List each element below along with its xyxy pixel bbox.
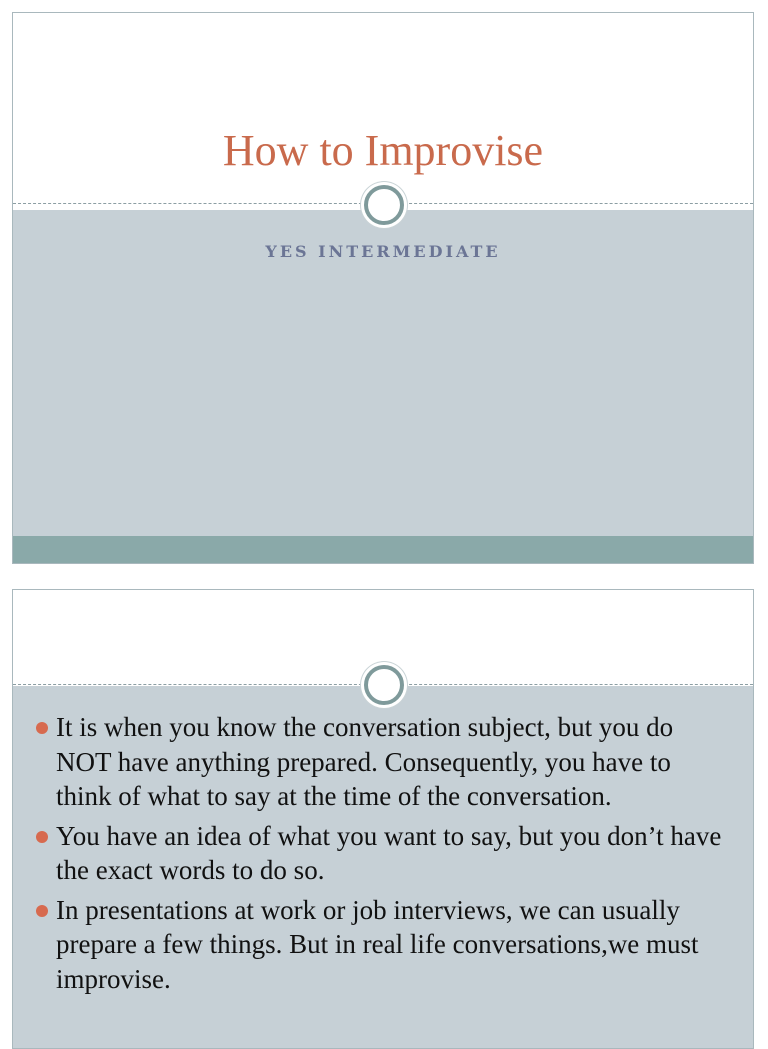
- content-slide: [12, 589, 754, 1049]
- bullet-list: [35, 710, 733, 1001]
- ring-divider-icon: [364, 665, 404, 705]
- bullet-text: It is when you know the conversation subject, but you do NOT have anything prepared. Consequently, you have to think of what to say at the time of the conversation.: [56, 712, 674, 811]
- bullet-item: [35, 893, 733, 997]
- ring-divider-icon: [364, 185, 404, 225]
- bullet-dot-icon: [36, 831, 48, 843]
- bullet-text: You have an idea of what you want to say, but you don’t have the exact words to do so.: [56, 820, 722, 885]
- bullet-dot-icon: [36, 722, 48, 734]
- title-slide: [12, 12, 754, 564]
- bullet-dot-icon: [36, 905, 48, 917]
- slide-title: How to Improvise: [222, 126, 544, 175]
- bullet-item: [35, 710, 733, 814]
- bullet-item: [35, 819, 733, 888]
- footer-bar: [13, 536, 753, 563]
- slide-subtitle: YES INTERMEDIATE: [265, 242, 501, 261]
- bullet-text: In presentations at work or job interviews, we can usually prepare a few things. But in real life conversations,we must improvise.: [56, 894, 699, 994]
